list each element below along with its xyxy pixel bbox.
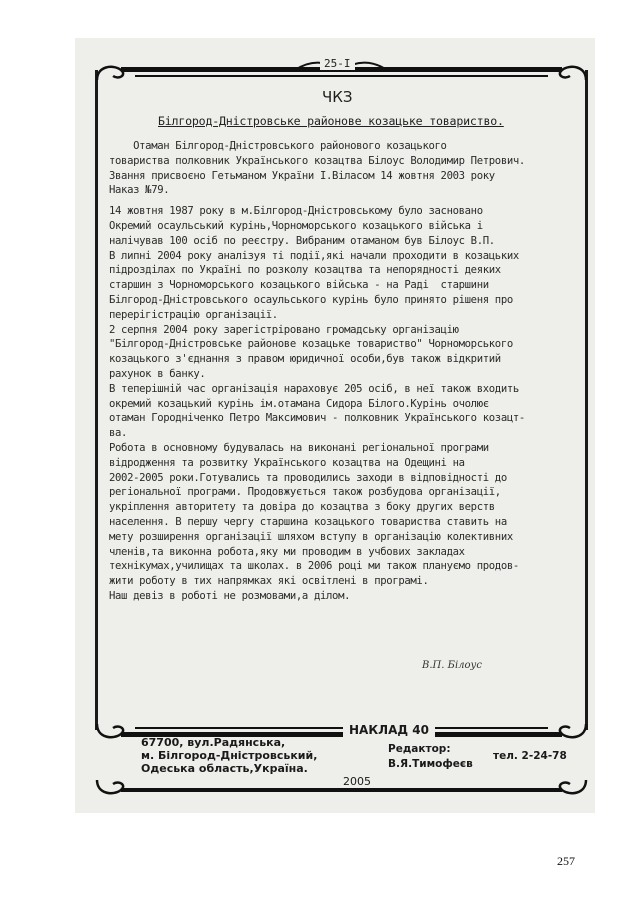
document-body — [109, 139, 577, 604]
footer-editor — [388, 742, 473, 772]
body-line: відродження та розвитку Українського козацтва на Одещині на — [109, 456, 465, 469]
frame-left — [95, 70, 98, 730]
body-line: Отаман Білгород-Дністровського районового козацького — [109, 140, 447, 152]
body-line: старшин з Чорноморського козацького війська - на Раді старшини — [109, 279, 489, 292]
body-line: отаман Городніченко Петро Максимович - полковник Українського козацт- — [109, 412, 525, 425]
body-line: ва. — [109, 427, 128, 440]
body-line: Білгород-Дністровського осаульського курінь було принято рішеня про — [109, 293, 513, 306]
body-line: В липні 2004 року аналізуя ті події,які начали проходити в козацьких — [109, 249, 519, 262]
footer-phone: тел. 2-24-78 — [493, 750, 567, 762]
body-line: налічував 100 осіб по реєстру. Вибраним отаманом був Білоус В.П. — [109, 234, 495, 247]
body-line: перерігістрацію організації. — [109, 308, 278, 321]
body-line: козацького з'єднання з правом юридичної особи,був також відкритий — [109, 353, 501, 366]
circulation-label: НАКЛАД 40 — [343, 723, 435, 737]
page-header-number: 25-I — [320, 57, 355, 70]
body-line: технікумах,училищах та школах. в 2006 році ми також плануємо продов- — [109, 560, 519, 573]
document-title: Білгород-Дністровське районове козацьке товариство. — [158, 114, 504, 128]
body-line: укріплення авторитету та довіра до козацтва з боку других верств — [109, 501, 495, 514]
address-line: м. Білгород-Дністровський, — [141, 749, 318, 762]
body-line: Окремий осаульський курінь,Чорноморського козацького війська і — [109, 219, 483, 232]
body-line: Робота в основному будувалась на виконані регіональної програми — [109, 441, 489, 454]
body-line: "Білгород-Дністровське районове козацьке товариство" Чорноморського — [109, 338, 513, 351]
frame-right — [585, 70, 588, 730]
body-line: мету розширення організації шляхом вступу в організацію колективних — [109, 530, 513, 543]
editor-name: В.Я.Тимофеєв — [388, 758, 473, 770]
body-line: Наш девіз в роботі не розмовами,а ділом. — [109, 589, 351, 602]
body-line: товариства полковник Українського козацтва Білоус Володимир Петрович. — [109, 154, 525, 167]
body-line: Звання присвоєно Гетьманом України І.Віласом 14 жовтня 2003 року — [109, 169, 495, 182]
body-line: окремий козацький курінь ім.отамана Сидора Білого.Курінь очолює — [109, 397, 489, 410]
body-line: В теперішній час організація нараховує 205 осіб, в неї також входить — [109, 382, 519, 395]
body-line: регіональної програми. Продовжується також розбудова організації, — [109, 486, 501, 499]
address-line: 67700, вул.Радянська, — [141, 736, 286, 749]
body-line: підрозділах по Україні по розколу козацтва та непорядності деяких — [109, 264, 501, 277]
body-line: 14 жовтня 1987 року в м.Білгород-Дністровському було засновано — [109, 205, 483, 218]
footer-address — [141, 736, 317, 775]
body-line: членів,та виконна робота,яку ми проводим в учбових закладах — [109, 545, 465, 558]
footer-year: 2005 — [337, 775, 377, 788]
page-number: 257 — [557, 854, 575, 868]
signature: В.П. Білоус — [422, 660, 482, 671]
organization-mark: ЧКЗ — [322, 88, 353, 106]
body-line: населення. В першу чергу старшина козацького товариства ставить на — [109, 515, 507, 528]
body-line: Наказ №79. — [109, 184, 170, 197]
body-line: 2 серпня 2004 року зарегістріровано громадську організацію — [109, 323, 459, 336]
body-line: рахунок в банку. — [109, 367, 206, 380]
body-line: 2002-2005 роки.Готувались та проводились заходи в відповідності до — [109, 471, 507, 484]
body-line: жити роботу в тих напрямках які освітлені в програмі. — [109, 575, 429, 588]
editor-label: Редактор: — [388, 743, 451, 755]
address-line: Одеська область,Україна. — [141, 762, 308, 775]
